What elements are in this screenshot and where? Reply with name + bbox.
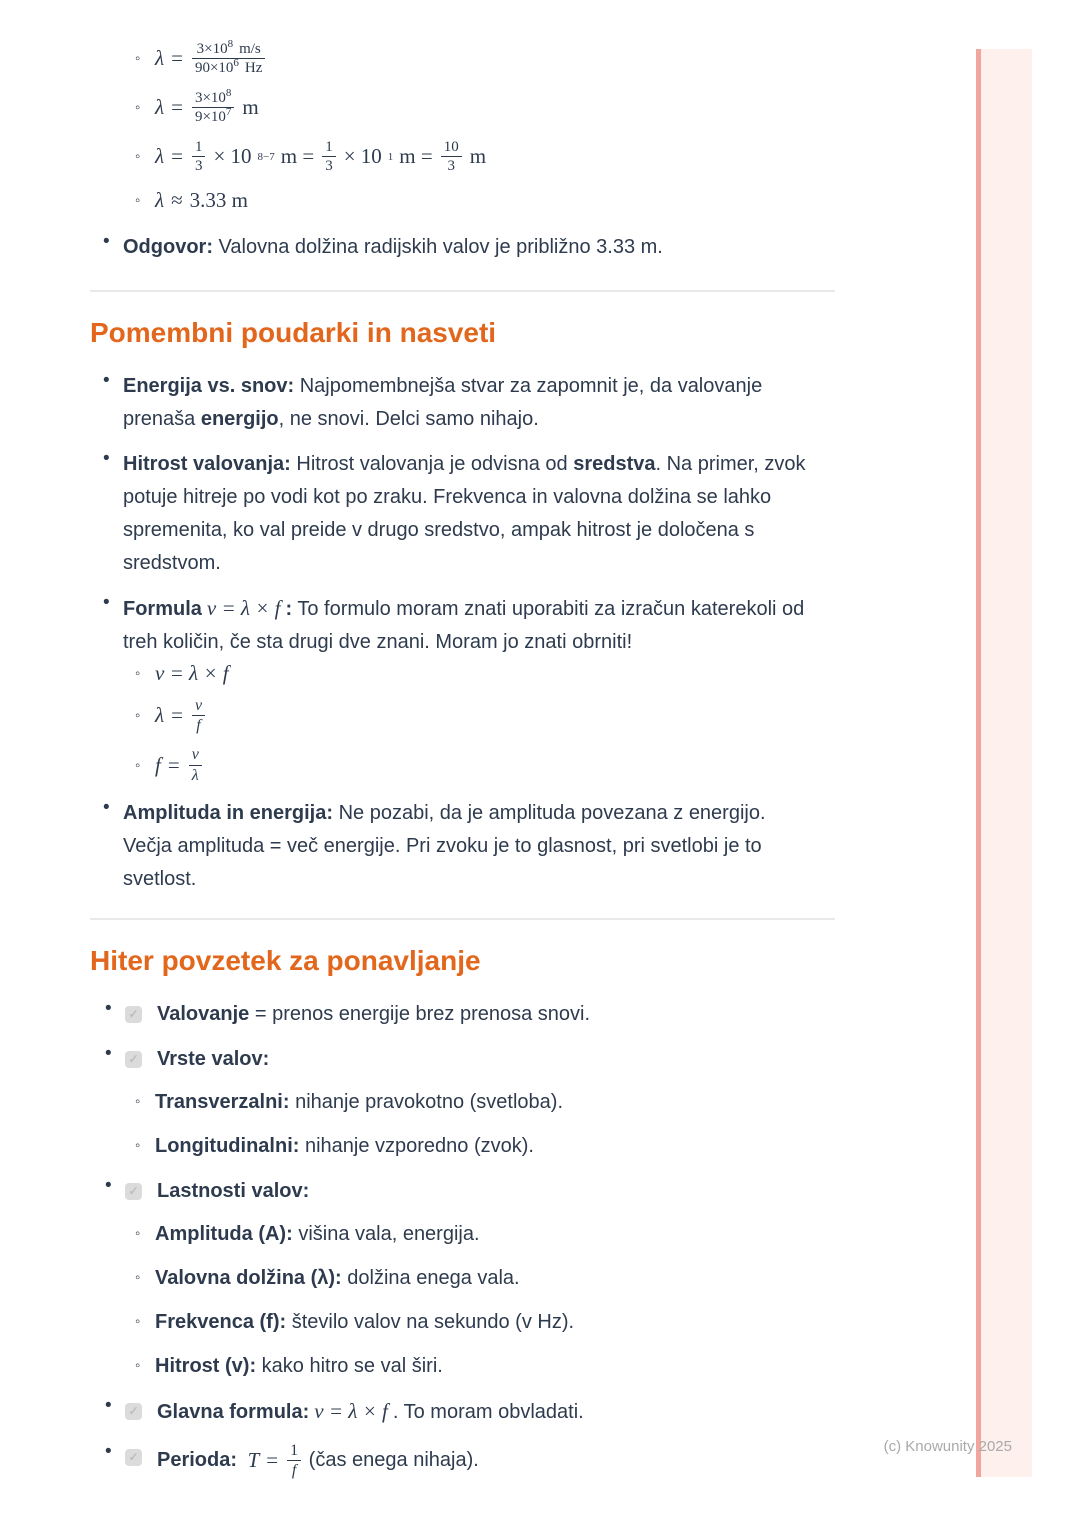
section-title-summary: Hiter povzetek za ponavljanje — [90, 944, 481, 976]
bullet-icon — [90, 448, 123, 470]
math-text: × 10 — [343, 144, 382, 168]
checked-checkbox-icon — [125, 1051, 142, 1068]
fraction-numerator: 1 — [287, 1441, 301, 1461]
highlight-item-speed — [90, 448, 835, 580]
section-divider — [90, 290, 835, 292]
exponent: 6 — [233, 57, 239, 69]
fraction-denominator: 3 — [447, 158, 455, 174]
math-lhs: T — [247, 1447, 260, 1472]
answer-row — [90, 231, 835, 264]
body-text: Najpomembnejša stvar za zapomnit je, da valovanje prenaša — [123, 375, 763, 430]
math-text: × 10 — [213, 144, 252, 168]
sub-item-valovna-dolzina — [135, 1262, 835, 1295]
fraction-numerator: 1 — [192, 138, 206, 157]
bullet-icon — [90, 998, 125, 1020]
notes-page — [90, 40, 835, 1492]
sub-bullet-icon — [135, 1357, 155, 1374]
math-lhs: λ — [155, 144, 165, 168]
sub-bullet-icon — [135, 148, 155, 165]
unit: Hz — [244, 60, 263, 76]
answer-text — [123, 231, 815, 264]
watermark: (c) Knowunity 2025 — [883, 1438, 1012, 1455]
body-text: nihanje pravokotno (svetloba). — [289, 1090, 564, 1113]
body-text: = prenos energije brez prenosa snovi. — [249, 1002, 591, 1025]
summary-item-glavna-formula — [90, 1395, 835, 1429]
solution-step-4 — [135, 187, 835, 213]
fraction-denominator: f — [196, 717, 201, 735]
sub-bullet-icon — [135, 707, 155, 724]
fraction-denominator: λ — [191, 766, 199, 784]
highlight-item-amplitude — [90, 797, 835, 896]
body-text: , ne snovi. Delci samo nihajo. — [278, 408, 539, 430]
formula-variant-lambda — [135, 696, 835, 735]
math-value: 3.33 m — [189, 187, 248, 212]
bold-lead: Amplituda (A): — [155, 1222, 293, 1245]
bold-lead: Energija vs. snov: — [123, 375, 295, 397]
bold-lead: Perioda: — [157, 1448, 238, 1471]
fraction-numerator: 1 — [322, 138, 336, 157]
checked-checkbox-icon — [125, 1449, 142, 1466]
math-operator: = — [171, 95, 183, 119]
inline-formula — [243, 1441, 304, 1480]
exponent: 8 — [225, 87, 232, 99]
checked-checkbox-icon — [125, 1006, 142, 1023]
section-divider — [90, 918, 835, 920]
highlight-item-formula — [90, 592, 835, 659]
bullet-icon — [90, 592, 123, 614]
body-text: Ne pozabi, da je amplituda povezana z energijo. Večja amplituda = več energije. Pri zvoku je to glasnost, pri svetlobi je to svetlost. — [123, 801, 766, 890]
checked-checkbox-icon — [125, 1403, 142, 1420]
inline-formula: v = λ × f — [314, 1398, 388, 1423]
bullet-icon — [90, 1395, 125, 1417]
formula — [155, 40, 267, 77]
section-title-highlights: Pomembni poudarki in nasveti — [90, 317, 497, 348]
fraction — [287, 1441, 301, 1480]
body-text: število valov na sekundo (v Hz). — [286, 1310, 575, 1333]
body-text: dolžina enega vala. — [341, 1266, 520, 1289]
bullet-icon — [90, 1175, 125, 1197]
answer-body: Valovna dolžina radijskih valov je približno 3.33 m. — [213, 236, 663, 258]
summary-item-valovanje — [90, 998, 835, 1031]
fraction-denominator: 90×10 — [194, 60, 234, 76]
sub-item-transverzalni — [135, 1086, 835, 1119]
fraction — [441, 138, 462, 175]
solution-step-1 — [135, 40, 835, 77]
bold-inline: energijo — [200, 408, 279, 430]
math-lhs: λ — [155, 46, 165, 70]
formula: λ = $\frac{1}{3}$ × 10 8−7 m = $\frac{1}{3}$ × 10 1 m = $\frac{10}{3}$ m — [155, 139, 487, 174]
summary-item-vrste — [90, 1043, 835, 1076]
math-text: m = — [399, 144, 433, 168]
solution-steps-list — [135, 40, 835, 213]
bold-lead: Frekvenca (f): — [155, 1310, 287, 1333]
sub-item-hitrost — [135, 1350, 835, 1383]
highlight-item-energy — [90, 370, 835, 436]
math-operator: = — [167, 752, 180, 777]
sub-bullet-icon — [135, 99, 155, 116]
fraction — [192, 89, 234, 126]
sub-bullet-icon — [135, 50, 155, 67]
inline-formula: v = λ × f — [206, 596, 281, 620]
fraction-denominator: 3 — [325, 158, 333, 174]
formula-sub-list — [135, 661, 835, 785]
sub-item-amplituda — [135, 1218, 835, 1251]
fraction — [192, 40, 265, 77]
body-text: kako hitro se val širi. — [256, 1354, 443, 1377]
wave-properties-sub-list — [135, 1218, 835, 1383]
sub-bullet-icon — [135, 1269, 155, 1286]
body-text: višina vala, energija. — [292, 1222, 480, 1245]
fraction — [192, 696, 205, 735]
sub-bullet-icon — [135, 1093, 155, 1110]
sub-bullet-icon — [135, 1313, 155, 1330]
body-text: . To moram obvladati. — [392, 1400, 584, 1423]
fraction-numerator: v — [192, 696, 205, 716]
bold-lead: Formula — [123, 598, 202, 620]
math-operator: = — [171, 46, 183, 70]
sub-bullet-icon — [135, 192, 155, 209]
bold-lead: Longitudinalni: — [155, 1134, 300, 1157]
fraction — [322, 138, 336, 175]
bold-lead: Amplituda in energija: — [123, 801, 334, 824]
bullet-icon — [90, 231, 123, 253]
unit: m/s — [239, 41, 261, 57]
math-lhs: f — [155, 752, 161, 777]
bold-lead: Valovna dolžina (λ): — [155, 1266, 342, 1289]
fraction-numerator: v — [189, 745, 202, 765]
unit: m — [469, 144, 487, 168]
body-text: Hitrost valovanja je odvisna od — [290, 453, 574, 475]
math-text: m = — [280, 144, 315, 168]
sub-bullet-icon — [135, 1225, 155, 1242]
bullet-icon — [90, 1043, 125, 1065]
bullet-icon — [90, 370, 123, 392]
bold-inline: : — [285, 598, 293, 620]
bold-lead: Hitrost (v): — [155, 1354, 257, 1377]
fraction — [192, 138, 206, 175]
bold-lead: Hitrost valovanja: — [123, 453, 291, 475]
exponent: 7 — [225, 106, 232, 118]
solution-step-3 — [135, 138, 835, 175]
bold-inline: sredstva — [573, 453, 656, 475]
fraction-denominator: 3 — [194, 158, 203, 174]
solution-step-2 — [135, 89, 835, 126]
body-text: (čas enega nihaja). — [303, 1448, 479, 1471]
sub-item-frekvenca — [135, 1306, 835, 1339]
formula — [155, 89, 259, 126]
unit: m — [242, 95, 259, 119]
bold-lead: Vrste valov: — [157, 1047, 270, 1070]
exponent: 8 — [227, 38, 234, 50]
fraction-numerator: 3×10 — [196, 41, 228, 57]
summary-item-lastnosti — [90, 1175, 835, 1208]
bold-lead: Valovanje — [157, 1002, 250, 1025]
bullet-icon — [90, 797, 123, 819]
bold-lead: Glavna formula: — [157, 1400, 310, 1423]
fraction-denominator: 9×10 — [194, 109, 226, 125]
math-operator: = — [171, 144, 183, 168]
sub-item-longitudinalni — [135, 1130, 835, 1163]
sub-bullet-icon — [135, 757, 155, 774]
math-operator: = — [171, 703, 183, 728]
checked-checkbox-icon — [125, 1183, 142, 1200]
formula-variant-f — [135, 745, 835, 784]
formula: v = λ × f — [155, 661, 229, 685]
math-lhs: λ — [155, 187, 165, 212]
fraction-denominator: f — [291, 1461, 297, 1479]
body-text: . Na primer, zvok potuje hitreje po vodi kot po zraku. Frekvenca in valovna dolžina se lahko spremenita, ko val preide v drugo sredstvo, ampak hitrost je določena s sredstvom. — [123, 453, 806, 574]
math-operator: = — [266, 1447, 279, 1472]
fraction — [189, 745, 202, 784]
body-text: nihanje vzporedno (zvok). — [299, 1134, 534, 1157]
bullet-icon — [90, 1441, 125, 1463]
summary-item-perioda — [90, 1441, 835, 1480]
page-edge-strip — [976, 49, 1032, 1477]
formula-variant-v — [135, 661, 835, 686]
math-lhs: λ — [155, 703, 165, 728]
sub-bullet-icon — [135, 665, 155, 682]
fraction-numerator: 3×10 — [194, 90, 226, 106]
bold-lead: Lastnosti valov: — [157, 1179, 310, 1202]
math-lhs: λ — [155, 95, 165, 119]
math-operator: ≈ — [171, 187, 183, 212]
bold-lead: Transverzalni: — [155, 1090, 290, 1113]
sub-bullet-icon — [135, 1137, 155, 1154]
wave-types-sub-list — [135, 1086, 835, 1163]
fraction-numerator: 10 — [441, 138, 462, 157]
body-text: To formulo moram znati uporabiti za izračun katerekoli od treh količin, če sta drugi dve znani. Moram jo znati obrniti! — [123, 598, 805, 653]
answer-label: Odgovor: — [123, 236, 213, 258]
formula — [155, 188, 248, 213]
